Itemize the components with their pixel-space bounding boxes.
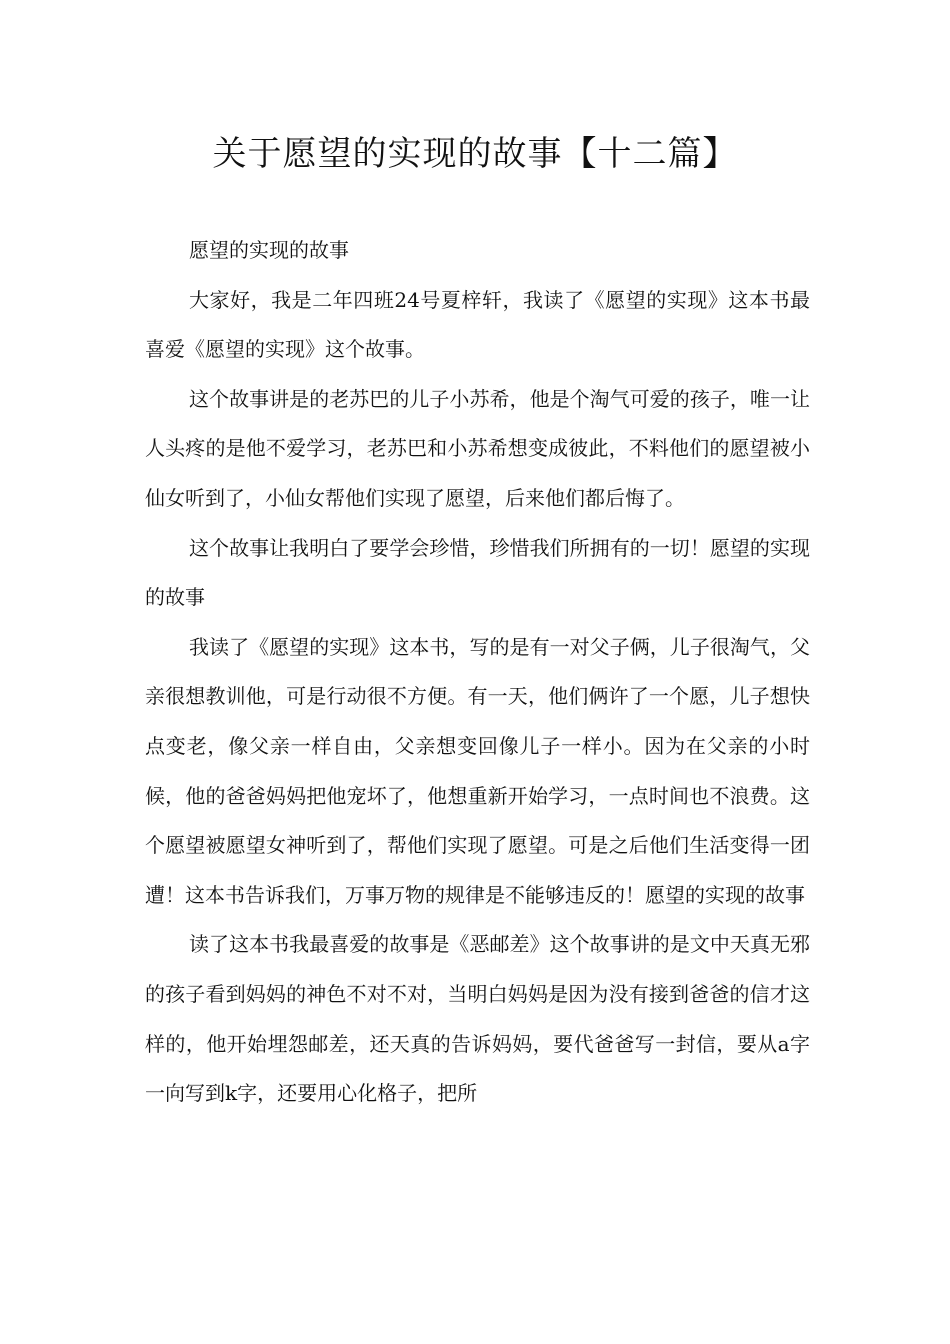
paragraph: 我读了《愿望的实现》这本书，写的是有一对父子俩，儿子很淘气，父亲很想教训他，可是行动很不方便。有一天，他们俩许了一个愿，儿子想快点变老，像父亲一样自由，父亲想变回像儿子一样小。因为在父亲的小时候，他的爸爸妈妈把他宠坏了，他想重新开始学习，一点时间也不浪费。这个愿望被愿望女神听到了，帮他们实现了愿望。可是之后他们生活变得一团遭！这本书告诉我们，万事万物的规律是不能够违反的！愿望的实现的故事	[145, 634, 810, 907]
paragraph: 大家好，我是二年四班24号夏梓轩，我读了《愿望的实现》这本书最喜爱《愿望的实现》这个故事。	[145, 287, 810, 362]
section-heading: 愿望的实现的故事	[189, 238, 349, 262]
paragraph: 读了这本书我最喜爱的故事是《恶邮差》这个故事讲的是文中天真无邪的孩子看到妈妈的神色不对不对，当明白妈妈是因为没有接到爸爸的信才这样的，他开始埋怨邮差，还天真的告诉妈妈，要代爸爸写一封信，要从a字一向写到k字，还要用心化格子，把所	[145, 932, 810, 1106]
document-title: 关于愿望的实现的故事【十二篇】	[212, 134, 738, 174]
document-body	[145, 226, 810, 1119]
paragraph: 这个故事讲是的老苏巴的儿子小苏希，他是个淘气可爱的孩子，唯一让人头疼的是他不爱学习，老苏巴和小苏希想变成彼此，不料他们的愿望被小仙女听到了，小仙女帮他们实现了愿望，后来他们都后悔了。	[145, 386, 810, 510]
paragraph: 这个故事让我明白了要学会珍惜，珍惜我们所拥有的一切！愿望的实现的故事	[145, 535, 810, 610]
